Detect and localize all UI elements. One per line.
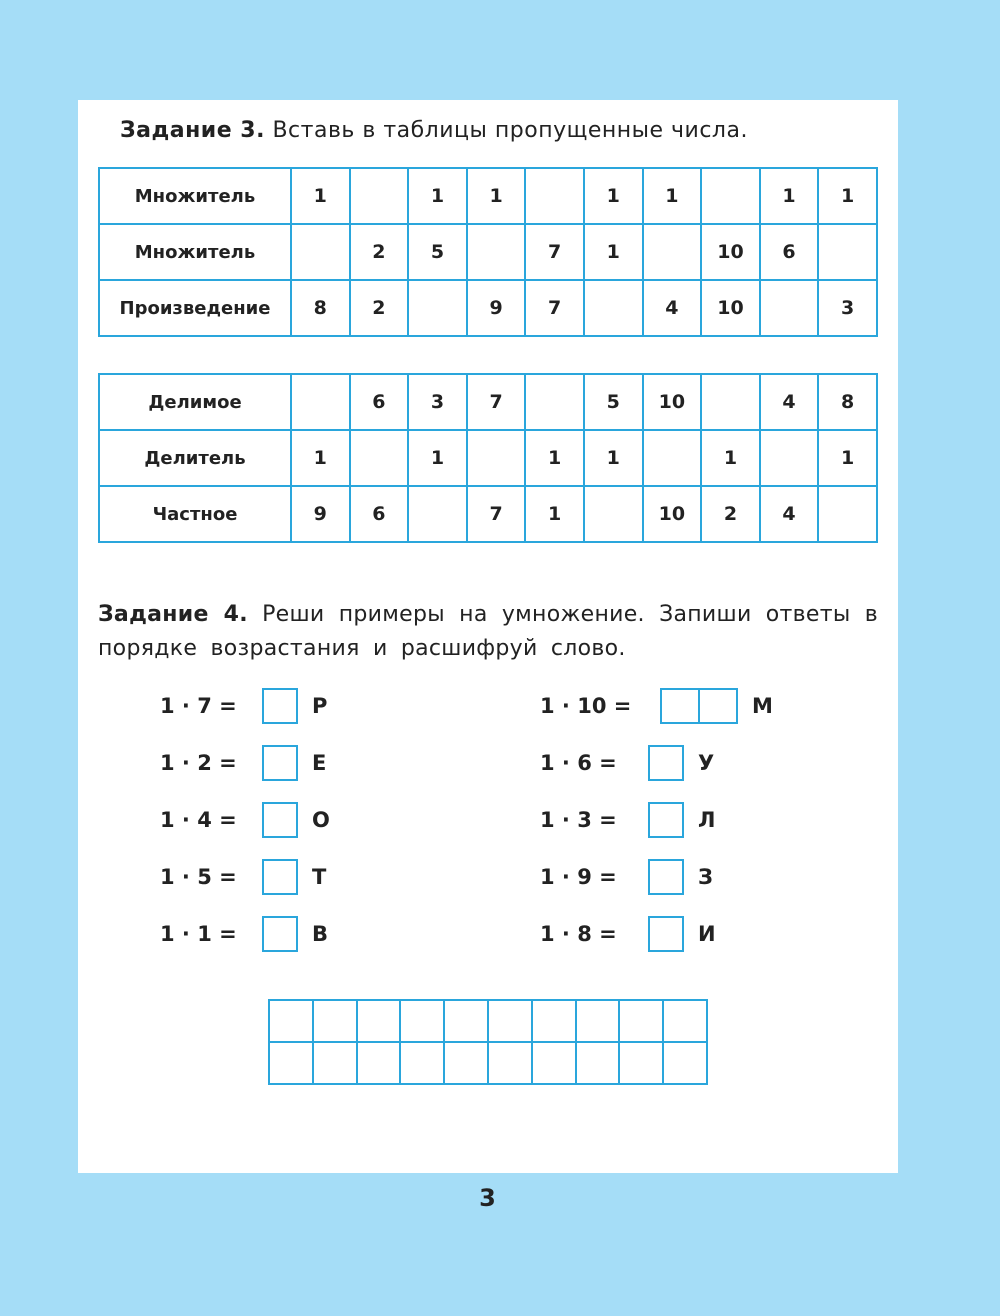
row-label: Множитель bbox=[99, 224, 291, 280]
example-expression: 1 · 6 = bbox=[540, 751, 617, 775]
answer-cell[interactable] bbox=[400, 1000, 444, 1042]
table-cell[interactable]: 1 bbox=[643, 168, 702, 224]
answer-cell[interactable] bbox=[619, 1042, 663, 1084]
table-row bbox=[99, 486, 877, 542]
table-cell[interactable] bbox=[467, 430, 526, 486]
table-cell[interactable]: 2 bbox=[350, 280, 409, 336]
answer-box[interactable] bbox=[648, 859, 684, 895]
answer-box-two-digit[interactable] bbox=[660, 688, 738, 724]
table-cell[interactable]: 8 bbox=[818, 374, 877, 430]
example-item bbox=[160, 914, 328, 954]
table-cell[interactable]: 1 bbox=[701, 430, 760, 486]
example-expression: 1 · 9 = bbox=[540, 865, 617, 889]
answer-cell[interactable] bbox=[400, 1042, 444, 1084]
row-label: Произведение bbox=[99, 280, 291, 336]
cipher-letter: Р bbox=[312, 694, 328, 718]
example-expression: 1 · 10 = bbox=[540, 694, 632, 718]
task4-title bbox=[98, 598, 878, 666]
answer-cell[interactable] bbox=[357, 1000, 401, 1042]
table-cell[interactable]: 1 bbox=[584, 224, 643, 280]
table-cell[interactable]: 3 bbox=[818, 280, 877, 336]
answer-cell[interactable] bbox=[444, 1000, 488, 1042]
table-cell[interactable]: 1 bbox=[818, 168, 877, 224]
table-cell[interactable]: 4 bbox=[643, 280, 702, 336]
table-cell[interactable]: 2 bbox=[701, 486, 760, 542]
example-expression: 1 · 1 = bbox=[160, 922, 237, 946]
task3-number: Задание 3. bbox=[120, 118, 265, 143]
cipher-letter: О bbox=[312, 808, 330, 832]
cipher-letter: У bbox=[698, 751, 715, 775]
table-cell[interactable] bbox=[291, 374, 350, 430]
answer-box[interactable] bbox=[262, 802, 298, 838]
example-item bbox=[160, 686, 327, 726]
answer-cell[interactable] bbox=[269, 1042, 313, 1084]
table-cell[interactable] bbox=[350, 430, 409, 486]
task3-title bbox=[120, 118, 748, 143]
table-cell[interactable]: 1 bbox=[408, 168, 467, 224]
example-expression: 1 · 7 = bbox=[160, 694, 237, 718]
answer-box[interactable] bbox=[262, 916, 298, 952]
table-cell[interactable]: 1 bbox=[584, 430, 643, 486]
example-item bbox=[540, 800, 715, 840]
answer-cell[interactable] bbox=[532, 1000, 576, 1042]
table-cell[interactable] bbox=[291, 224, 350, 280]
table-row bbox=[99, 224, 877, 280]
table-cell[interactable]: 7 bbox=[525, 224, 584, 280]
example-item bbox=[540, 686, 773, 726]
cipher-letter: З bbox=[698, 865, 713, 889]
answer-box[interactable] bbox=[648, 745, 684, 781]
answer-cell[interactable] bbox=[663, 1000, 707, 1042]
digit-cell[interactable] bbox=[698, 690, 736, 722]
answer-cell[interactable] bbox=[357, 1042, 401, 1084]
example-item bbox=[160, 743, 326, 783]
table-cell[interactable]: 7 bbox=[467, 374, 526, 430]
table-cell[interactable] bbox=[701, 374, 760, 430]
division-table bbox=[98, 373, 878, 543]
table-cell[interactable]: 9 bbox=[467, 280, 526, 336]
answer-box[interactable] bbox=[648, 802, 684, 838]
answer-row-numbers bbox=[269, 1000, 707, 1042]
answer-box[interactable] bbox=[262, 688, 298, 724]
answer-grid bbox=[268, 999, 708, 1085]
row-label: Частное bbox=[99, 486, 291, 542]
example-expression: 1 · 5 = bbox=[160, 865, 237, 889]
example-expression: 1 · 4 = bbox=[160, 808, 237, 832]
digit-cell[interactable] bbox=[662, 690, 698, 722]
cipher-letter: И bbox=[698, 922, 716, 946]
cipher-letter: М bbox=[752, 694, 773, 718]
cipher-letter: Е bbox=[312, 751, 327, 775]
answer-cell[interactable] bbox=[444, 1042, 488, 1084]
row-label: Делитель bbox=[99, 430, 291, 486]
table-cell[interactable] bbox=[818, 224, 877, 280]
answer-cell[interactable] bbox=[576, 1000, 620, 1042]
table-cell[interactable]: 1 bbox=[818, 430, 877, 486]
table-row bbox=[99, 280, 877, 336]
row-label: Делимое bbox=[99, 374, 291, 430]
table-cell[interactable] bbox=[584, 280, 643, 336]
table-cell[interactable] bbox=[408, 280, 467, 336]
table-cell[interactable] bbox=[760, 430, 819, 486]
answer-cell[interactable] bbox=[532, 1042, 576, 1084]
answer-cell[interactable] bbox=[576, 1042, 620, 1084]
task4-instruction: Реши примеры на умножение. Запиши ответы в порядке возрастания и расшифруй слово. bbox=[98, 602, 879, 661]
table-cell[interactable]: 5 bbox=[584, 374, 643, 430]
example-item bbox=[160, 800, 330, 840]
table-cell[interactable]: 1 bbox=[291, 168, 350, 224]
row-label: Множитель bbox=[99, 168, 291, 224]
answer-cell[interactable] bbox=[313, 1042, 357, 1084]
answer-box[interactable] bbox=[262, 745, 298, 781]
example-item bbox=[540, 857, 713, 897]
cipher-letter: Т bbox=[312, 865, 327, 889]
answer-cell[interactable] bbox=[488, 1000, 532, 1042]
table-cell[interactable] bbox=[760, 280, 819, 336]
task3-instruction: Вставь в таблицы пропущенные числа. bbox=[272, 118, 748, 143]
table-cell[interactable] bbox=[701, 168, 760, 224]
example-item bbox=[540, 914, 716, 954]
table-cell[interactable]: 1 bbox=[408, 430, 467, 486]
table-cell[interactable] bbox=[643, 224, 702, 280]
answer-box[interactable] bbox=[648, 916, 684, 952]
table-cell[interactable] bbox=[467, 224, 526, 280]
table-cell[interactable]: 10 bbox=[643, 486, 702, 542]
task4-number: Задание 4. bbox=[98, 602, 248, 627]
answer-cell[interactable] bbox=[663, 1042, 707, 1084]
cipher-letter: В bbox=[312, 922, 329, 946]
example-item bbox=[540, 743, 714, 783]
answer-cell[interactable] bbox=[313, 1000, 357, 1042]
table-cell[interactable]: 1 bbox=[525, 430, 584, 486]
example-expression: 1 · 3 = bbox=[540, 808, 617, 832]
table-cell[interactable]: 10 bbox=[701, 224, 760, 280]
table-row bbox=[99, 374, 877, 430]
answer-row-letters bbox=[269, 1042, 707, 1084]
table-cell[interactable]: 3 bbox=[408, 374, 467, 430]
example-item bbox=[160, 857, 326, 897]
answer-cell[interactable] bbox=[269, 1000, 313, 1042]
table-cell[interactable]: 1 bbox=[525, 486, 584, 542]
example-expression: 1 · 8 = bbox=[540, 922, 617, 946]
table-cell[interactable]: 1 bbox=[584, 168, 643, 224]
table-cell[interactable] bbox=[525, 374, 584, 430]
page-number: 3 bbox=[479, 1184, 496, 1212]
answer-cell[interactable] bbox=[488, 1042, 532, 1084]
table-cell[interactable]: 7 bbox=[467, 486, 526, 542]
answer-box[interactable] bbox=[262, 859, 298, 895]
table-row bbox=[99, 430, 877, 486]
table-row bbox=[99, 168, 877, 224]
table-cell[interactable]: 1 bbox=[760, 168, 819, 224]
table-cell[interactable]: 4 bbox=[760, 486, 819, 542]
cipher-letter: Л bbox=[698, 808, 716, 832]
table-cell[interactable]: 5 bbox=[408, 224, 467, 280]
table-cell[interactable]: 10 bbox=[701, 280, 760, 336]
answer-cell[interactable] bbox=[619, 1000, 663, 1042]
table-cell[interactable]: 6 bbox=[350, 374, 409, 430]
table-cell[interactable] bbox=[643, 430, 702, 486]
table-cell[interactable]: 4 bbox=[760, 374, 819, 430]
multiplication-table bbox=[98, 167, 878, 337]
table-cell[interactable] bbox=[408, 486, 467, 542]
table-cell[interactable] bbox=[525, 168, 584, 224]
example-expression: 1 · 2 = bbox=[160, 751, 237, 775]
table-cell[interactable] bbox=[350, 168, 409, 224]
table-cell[interactable]: 6 bbox=[350, 486, 409, 542]
table-cell[interactable] bbox=[818, 486, 877, 542]
table-cell[interactable]: 10 bbox=[643, 374, 702, 430]
table-cell[interactable]: 1 bbox=[291, 430, 350, 486]
table-cell[interactable] bbox=[584, 486, 643, 542]
table-cell[interactable]: 6 bbox=[760, 224, 819, 280]
table-cell[interactable]: 8 bbox=[291, 280, 350, 336]
table-cell[interactable]: 2 bbox=[350, 224, 409, 280]
table-cell[interactable]: 1 bbox=[467, 168, 526, 224]
table-cell[interactable]: 7 bbox=[525, 280, 584, 336]
table-cell[interactable]: 9 bbox=[291, 486, 350, 542]
